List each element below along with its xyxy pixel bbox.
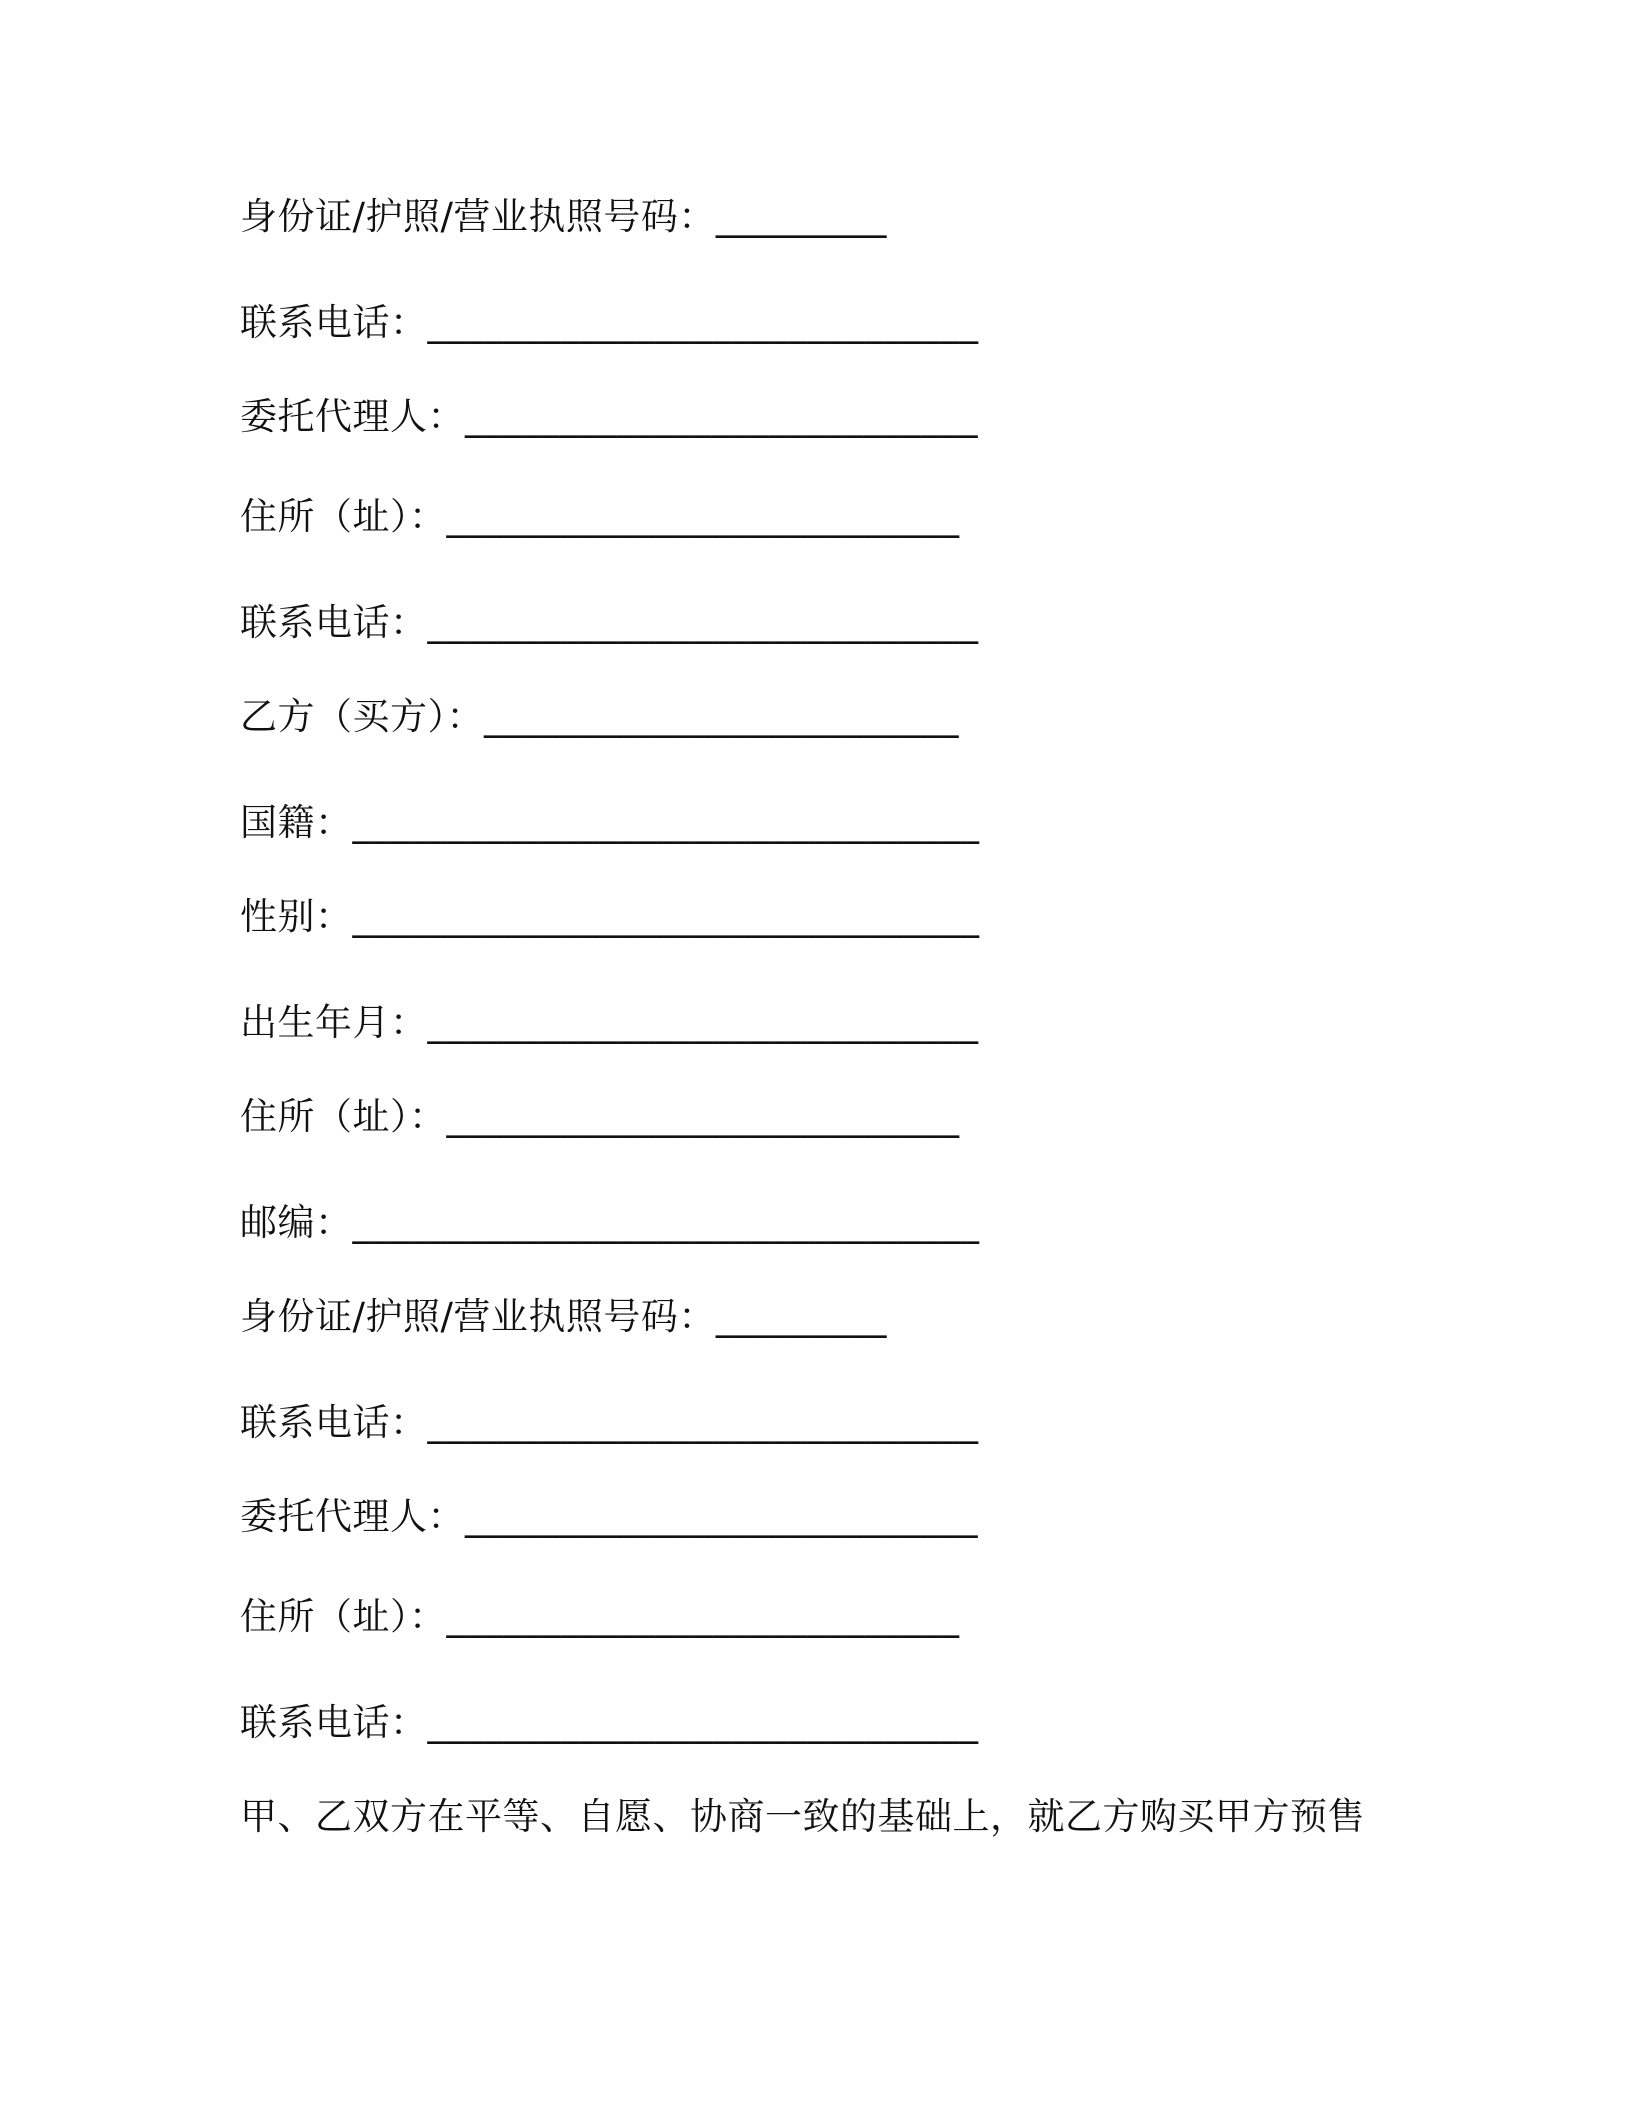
- buyer-address-field: 住所（址）：___________________________: [240, 1095, 960, 1138]
- buyer-id-number-field: 身份证/护照/营业执照号码：_________: [240, 1295, 887, 1338]
- buyer-birthdate-field: 出生年月：_____________________________: [240, 1001, 979, 1044]
- buyer-agent-field: 委托代理人：___________________________: [240, 1495, 978, 1538]
- seller-id-number-field: 身份证/护照/营业执照号码：_________: [240, 195, 887, 238]
- seller-agent-field: 委托代理人：___________________________: [240, 395, 978, 438]
- seller-phone-field: 联系电话：_____________________________: [240, 301, 979, 344]
- buyer-phone-field: 联系电话：_____________________________: [240, 1401, 979, 1444]
- seller-address-field: 住所（址）：___________________________: [240, 495, 960, 538]
- buyer-postcode-field: 邮编：_________________________________: [240, 1201, 980, 1244]
- agreement-intro-paragraph: 甲、乙双方在平等、自愿、协商一致的基础上，就乙方购买甲方预售: [240, 1795, 1365, 1838]
- buyer-nationality-field: 国籍：_________________________________: [240, 801, 980, 844]
- buyer-agent-address-field: 住所（址）：___________________________: [240, 1595, 960, 1638]
- buyer-gender-field: 性别：_________________________________: [240, 895, 980, 938]
- buyer-agent-phone-field: 联系电话：_____________________________: [240, 1701, 979, 1744]
- seller-agent-phone-field: 联系电话：_____________________________: [240, 601, 979, 644]
- buyer-heading: 乙方（买方）：_________________________: [240, 695, 959, 738]
